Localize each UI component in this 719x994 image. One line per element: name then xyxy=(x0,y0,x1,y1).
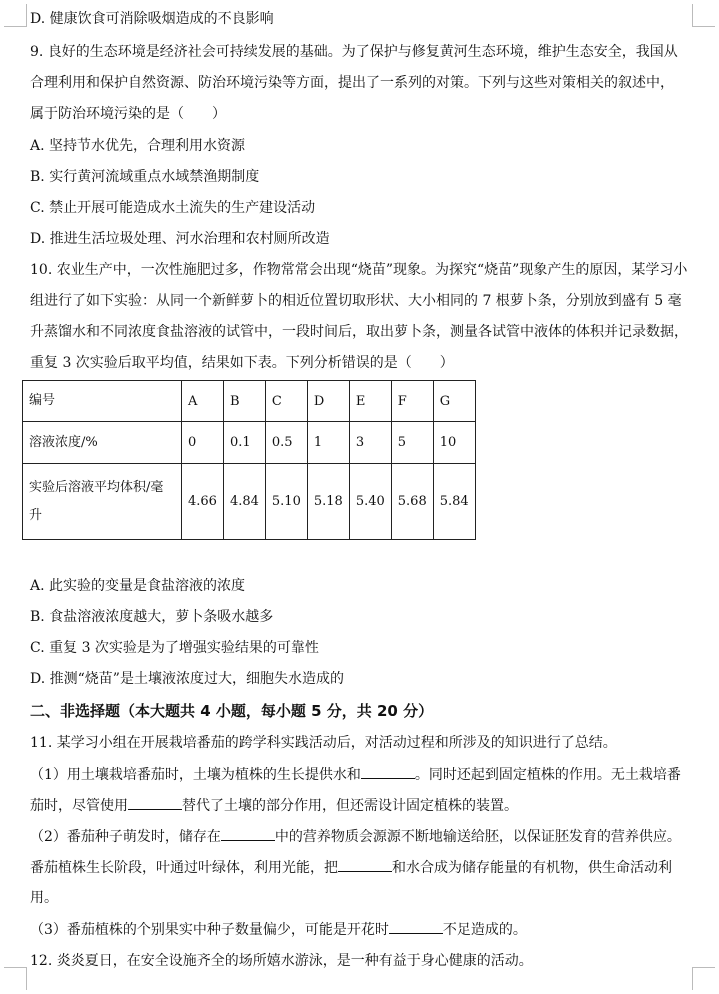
q10-option-d: D. 推测“烧苗”是土壤液浓度过大，细胞失水造成的 xyxy=(30,671,344,687)
q10-stem-line-4: 重复 3 次实验后取平均值，结果如下表。下列分析错误的是（ ） xyxy=(30,355,454,371)
q11-part3-line-1 xyxy=(30,919,527,940)
table-cell: 0.5 xyxy=(265,422,307,464)
crop-mark-top-right xyxy=(692,4,715,27)
crop-mark-top-left xyxy=(4,4,27,27)
table-cell: 5.84 xyxy=(433,464,475,540)
table-cell: 实验后溶液平均体积/毫升 xyxy=(23,464,182,540)
table-cell: 5.40 xyxy=(349,464,391,540)
q9-option-b: B. 实行黄河流域重点水域禁渔期制度 xyxy=(30,169,260,185)
text-segment: （2）番茄种子萌发时，储存在 xyxy=(30,829,221,845)
table-cell: 5.10 xyxy=(265,464,307,540)
q9-option-d: D. 推进生活垃圾处理、河水治理和农村厕所改造 xyxy=(30,231,330,247)
table-cell: 10 xyxy=(433,422,475,464)
q9-stem-line-3: 属于防治环境污染的是（ ） xyxy=(30,106,226,122)
q11-part2-line-3: 用。 xyxy=(30,890,58,906)
q12-stem: 12. 炎炎夏日，在安全设施齐全的场所嬉水游泳，是一种有益于身心健康的活动。 xyxy=(30,953,533,969)
q11-part1-line-2 xyxy=(30,795,518,816)
table-cell: C xyxy=(265,381,307,422)
text-segment: 中的营养物质会源源不断地输送给胚，以保证胚发育的营养供应。 xyxy=(274,829,681,845)
table-cell: 编号 xyxy=(23,381,182,422)
answer-blank[interactable] xyxy=(221,826,275,841)
q9-stem-line-1: 9. 良好的生态环境是经济社会可持续发展的基础。为了保护与修复黄河生态环境，维护生态安全，我国从 xyxy=(30,44,678,60)
answer-blank[interactable] xyxy=(361,764,415,779)
answer-blank[interactable] xyxy=(389,919,443,934)
text-segment: 和水合成为储存能量的有机物，供生命活动利 xyxy=(392,860,672,876)
crop-mark-bottom-left xyxy=(4,967,27,990)
table-row xyxy=(23,422,476,464)
table-cell: 0.1 xyxy=(223,422,265,464)
table-cell: D xyxy=(307,381,349,422)
q8-option-d: D. 健康饮食可消除吸烟造成的不良影响 xyxy=(30,11,274,27)
table-cell: A xyxy=(182,381,224,422)
text-segment: （3）番茄植株的个别果实中种子数量偏少，可能是开花时 xyxy=(30,922,389,938)
q9-option-a: A. 坚持节水优先，合理利用水资源 xyxy=(30,138,246,154)
text-segment: 替代了土壤的部分作用，但还需设计固定植株的装置。 xyxy=(182,798,518,814)
q10-option-c: C. 重复 3 次实验是为了增强实验结果的可靠性 xyxy=(30,640,319,656)
text-segment: 番茄植株生长阶段，叶通过叶绿体，利用光能，把 xyxy=(30,860,338,876)
table-header-row xyxy=(23,381,476,422)
table-cell: 0 xyxy=(182,422,224,464)
table-cell: G xyxy=(433,381,475,422)
q10-option-a: A. 此实验的变量是食盐溶液的浓度 xyxy=(30,578,246,594)
q10-stem-line-1: 10. 农业生产中，一次性施肥过多，作物常常会出现“烧苗”现象。为探究“烧苗”现象产生的原因，某学习小 xyxy=(30,262,688,278)
q10-stem-line-2: 组进行了如下实验：从同一个新鲜萝卜的相近位置切取形状、大小相同的 7 根萝卜条，分别放到盛有 5 毫 xyxy=(30,293,682,309)
text-segment: 。同时还起到固定植株的作用。无土栽培番 xyxy=(414,767,681,783)
q10-option-b: B. 食盐溶液浓度越大，萝卜条吸水越多 xyxy=(30,609,274,625)
table-cell: 5 xyxy=(391,422,433,464)
answer-blank[interactable] xyxy=(128,795,182,810)
q10-stem-line-3: 升蒸馏水和不同浓度食盐溶液的试管中，一段时间后，取出萝卜条，测量各试管中液体的体积并记录数据， xyxy=(30,324,688,340)
table-cell: 5.68 xyxy=(391,464,433,540)
text-segment: 茄时，尽管使用 xyxy=(30,798,128,814)
table-cell: 4.66 xyxy=(182,464,224,540)
table-cell: 溶液浓度/% xyxy=(23,422,182,464)
experiment-table xyxy=(22,380,476,540)
table-row xyxy=(23,464,476,540)
q9-option-c: C. 禁止开展可能造成水土流失的生产建设活动 xyxy=(30,200,316,216)
q11-part2-line-1 xyxy=(30,826,681,847)
table-cell: 4.84 xyxy=(223,464,265,540)
text-segment: （1）用土壤栽培番茄时，土壤为植株的生长提供水和 xyxy=(30,767,361,783)
table-cell: 5.18 xyxy=(307,464,349,540)
answer-blank[interactable] xyxy=(338,857,392,872)
q11-part1-line-1 xyxy=(30,764,681,785)
q11-part2-line-2 xyxy=(30,857,672,878)
crop-mark-bottom-right xyxy=(692,967,715,990)
table-cell: F xyxy=(391,381,433,422)
q9-stem-line-2: 合理利用和保护自然资源、防治环境污染等方面，提出了一系列的对策。下列与这些对策相关的叙述中， xyxy=(30,75,674,91)
table-cell: 1 xyxy=(307,422,349,464)
table-cell: E xyxy=(349,381,391,422)
section-heading: 二、非选择题（本大题共 4 小题，每小题 5 分，共 20 分） xyxy=(30,702,434,720)
text-segment: 不足造成的。 xyxy=(442,922,527,938)
table-cell: B xyxy=(223,381,265,422)
table-cell: 3 xyxy=(349,422,391,464)
q11-stem: 11. 某学习小组在开展栽培番茄的跨学科实践活动后，对活动过程和所涉及的知识进行了总结。 xyxy=(30,735,617,751)
